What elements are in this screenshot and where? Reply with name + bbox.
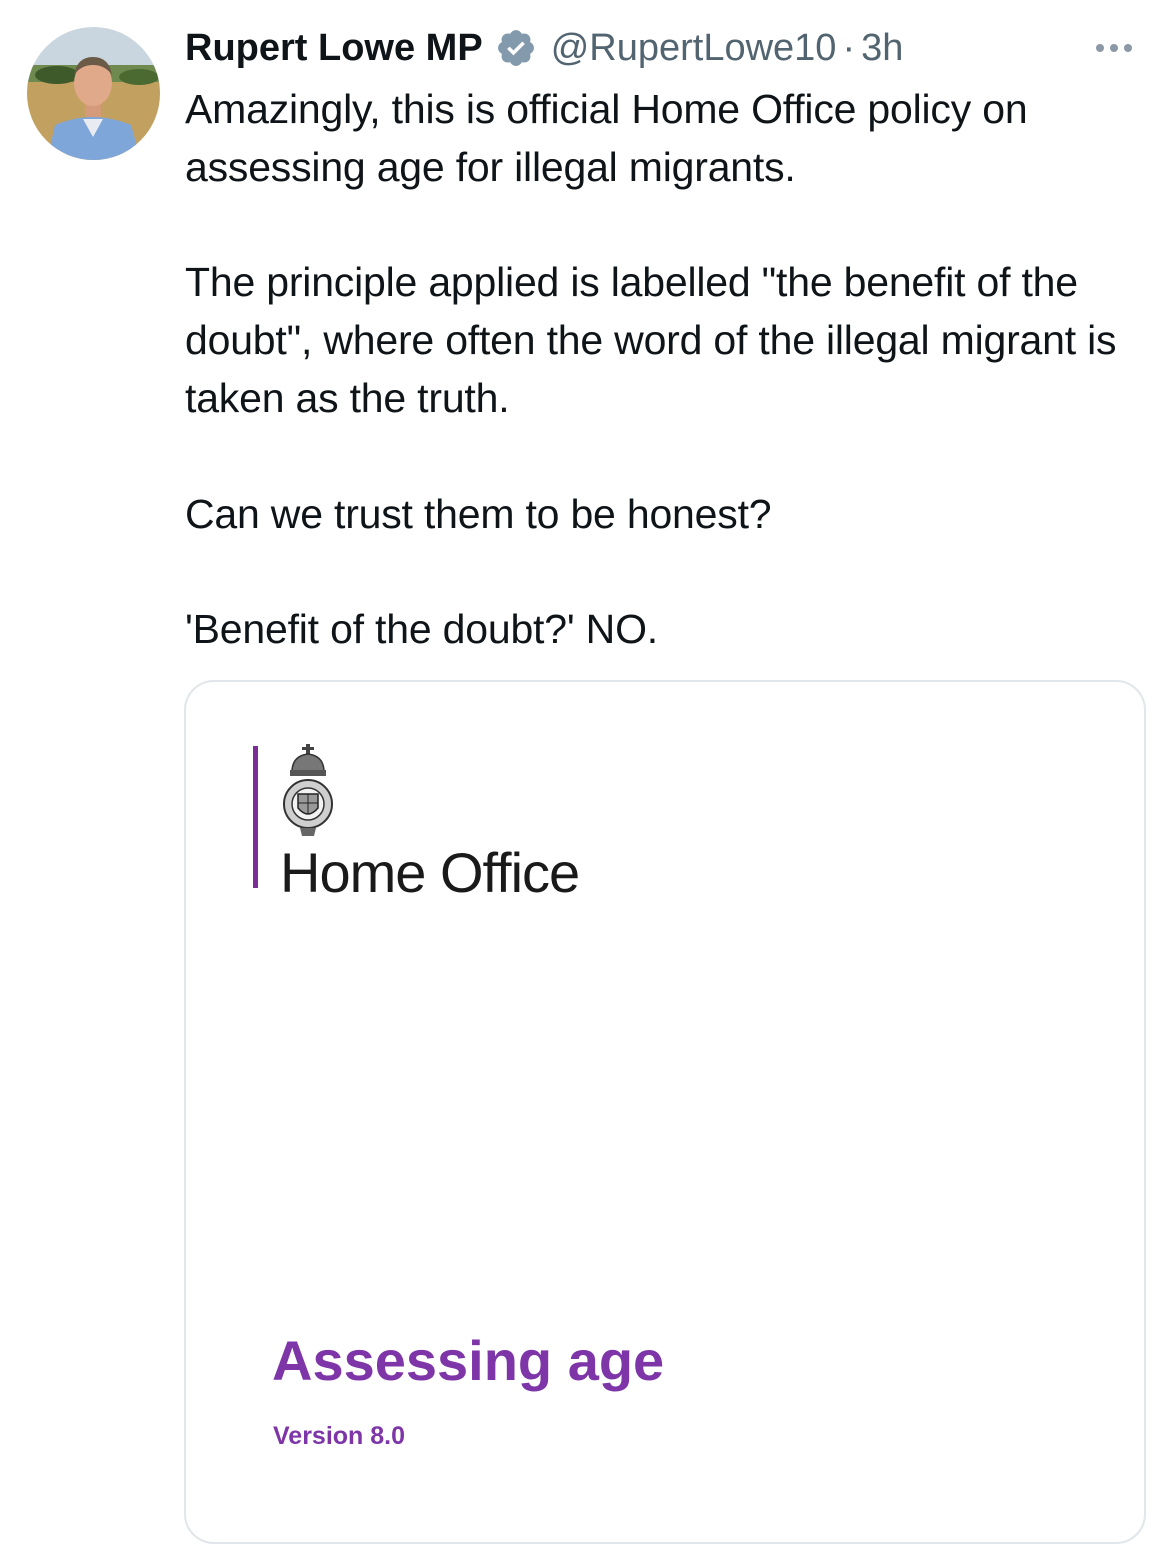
document-title: Assessing age: [272, 1329, 665, 1392]
avatar-photo: [27, 27, 160, 160]
more-options-button[interactable]: [1091, 28, 1137, 68]
tweet-paragraph: Amazingly, this is official Home Office policy on assessing age for illegal migrants.: [185, 86, 1028, 190]
tweet-paragraph: Can we trust them to be honest?: [185, 491, 772, 537]
organisation-name: Home Office: [280, 841, 580, 904]
tweet-paragraph: 'Benefit of the doubt?' NO.: [185, 606, 658, 652]
verified-badge-icon: [495, 27, 537, 69]
document-version: Version 8.0: [273, 1422, 406, 1450]
author-name[interactable]: Rupert Lowe MP: [185, 26, 483, 69]
author-handle[interactable]: @RupertLowe10: [550, 26, 837, 69]
royal-crest-icon: [278, 742, 338, 840]
timestamp[interactable]: 3h: [861, 26, 904, 69]
tweet-header: [185, 24, 1145, 72]
media-attachment[interactable]: [184, 680, 1146, 1544]
ellipsis-icon: [1091, 28, 1137, 68]
separator-dot: ·: [842, 26, 856, 69]
home-office-logo-bar: [253, 746, 258, 888]
tweet-paragraph: The principle applied is labelled "the benefit of the doubt", where often the word of the illegal migrant is taken as the truth.: [185, 259, 1117, 421]
avatar[interactable]: [27, 27, 160, 160]
